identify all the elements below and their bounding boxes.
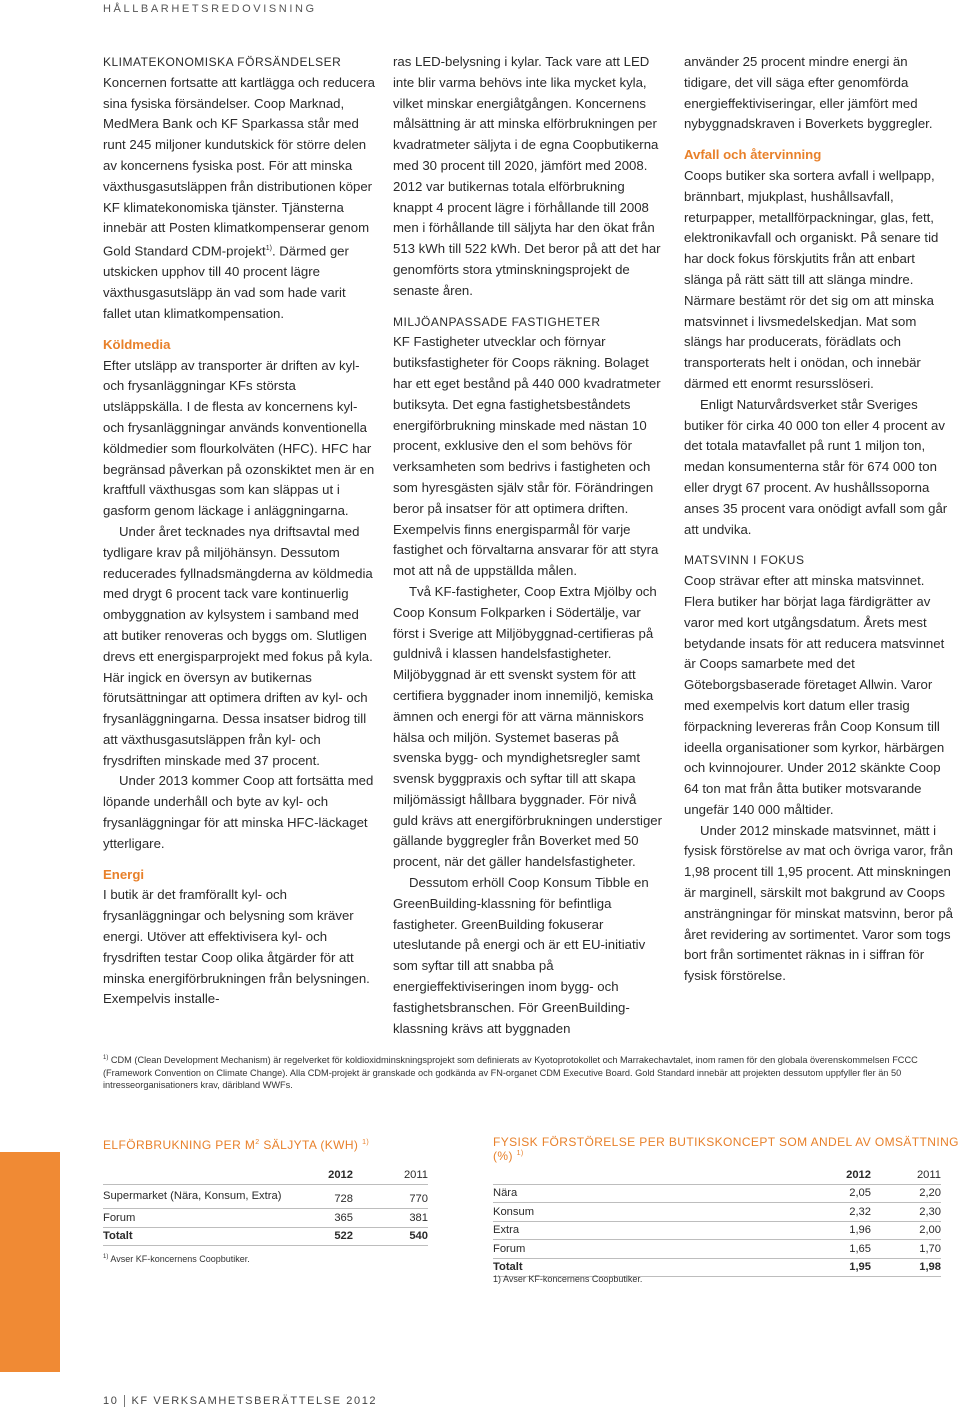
cell-2012: 2,32	[803, 1203, 871, 1222]
section-heading-klimatekonomiska: KLIMATEKONOMISKA FÖRSÄNDELSER	[103, 55, 342, 69]
paragraph: Två KF-fastigheter, Coop Extra Mjölby och Coop Konsum Folkparken i Södertälje, var först i Sverige att Miljöbyggnad-certifieras på guldnivå i klassen handelsfastigheter. Miljöbyggnad är ett svenskt system för att certifiera byggnader inom innemiljö, kemiska ämnen och energi för att värna människors hälsa och miljön. Systemet baseras på svenska bygg- och myndighetsregler samt svensk byggpraxis och syftar till att skapa miljömässigt hållbara byggnader. För nivå guld krävs att energiförbrukningen understiger gällande byggregler från Boverket med 50 procent, när det gäller handelsfastigheter.	[393, 583, 663, 870]
column-header-2011: 2011	[916, 1168, 941, 1181]
paragraph: ras LED-belysning i kylar. Tack vare att LED inte blir varma behövs inte lika mycket kyla, vilket minskar energiåtgången. Koncernens målsättning är att minska elförbrukningen per kvadratmeter säljyta i de egna Coopbutikerna med 30 procent till 2020, jämfört med 2008. 2012 var butikernas totala elförbrukning knappt 4 procent lägre i förhållande till 2008 men i förhållande till säljyta har den ökat från 513 kWh till 522 kWh. Det beror på att det har genomförts stora ytminskningsprojekt de senaste åren.	[393, 54, 661, 298]
paragraph: Dessutom erhöll Coop Konsum Tibble en GreenBuilding-klassning för befintliga fastigheter. GreenBuilding fokuserar uteslutande på energi och är ett EU-initiativ som syftar till att snabba på energieffektiviseringen inom bygg- och fastighetsbranschen. För GreenBuilding-klassning krävs att byggnaden	[393, 875, 649, 1036]
table-row	[103, 1184, 428, 1209]
cell-2012: 522	[288, 1227, 353, 1246]
section-heading-koldmedia: Köldmedia	[103, 336, 171, 352]
paragraph: Coops butiker ska sortera avfall i wellpapp, brännbart, mjukplast, hushållsavfall, returpapper, metallförpackningar, glas, fett, elektronikavfall och organiskt. På senare tid har dock fokus förskjutits från att enbart slänga på rätt sätt till att slänga mindre. Närmare bestämt rör det sig om att minska matsvinnet i livsmedelskedjan. Mat som slängs har producerats, förädlats och transporterats helt i onödan, och innebär därmed ett enormt resursslöseri.	[684, 167, 939, 391]
table2-title	[493, 1135, 960, 1163]
table2-note: 1) Avser KF-koncernens Coopbutiker.	[493, 1274, 643, 1284]
column-header-2011: 2011	[403, 1168, 428, 1181]
paragraph-text: Koncernen fortsatte att kartlägga och reducera sina fysiska försändelser. Coop Marknad, MedMera Bank och KF Sparkassa står med runt 245 miljoner kundutskick för större delen av koncernens fysiska post. För att minska växthusgasutsläppen från distributionen köper KF klimatekonomiska tjänster. Tjänsterna innebär att Posten klimatkompenserar genom Gold Standard CDM-projekt	[103, 74, 375, 259]
superscript: 2	[255, 1139, 260, 1146]
text-column-1	[103, 52, 375, 1010]
cell-2012: 1,96	[803, 1221, 871, 1240]
cell-2011: 2,30	[871, 1203, 941, 1222]
table-row	[493, 1184, 941, 1203]
paragraph: Under 2012 minskade matsvinnet, mätt i fysisk förstörelse av mat och övriga varor, från 1,98 procent till 1,95 procent. Att minskningen är marginell, särskilt mot bakgrund av Coops ansträngningar för minskat matsvinn, beror på året revidering av sortimentet. Varor som togs bort från sortimentet räknas in i siffran för fysisk förstörelse.	[684, 822, 954, 984]
footnote-marker: 1)	[103, 1254, 109, 1260]
paragraph: Efter utsläpp av transporter är driften av kyl- och frysanläggningar KFs största utsläppskälla. I de flesta av koncernens kyl- och frysanläggningar används konventionella köldmedier som flourkolväten (HFC). HFC har begränsad påverkan på ozonskiktet men är en kraftfull växthusgas som kan släppas ut i gasform genom läckage i anläggningarna.	[103, 357, 375, 519]
row-label: Forum	[493, 1240, 803, 1259]
table2-destruction	[493, 1166, 941, 1277]
row-label: Forum	[103, 1209, 288, 1228]
page-footnote	[103, 1052, 933, 1092]
page-number: 10	[103, 1395, 119, 1407]
row-label: Konsum	[493, 1203, 803, 1222]
cell-2012: 1,65	[803, 1240, 871, 1259]
footnote-text: CDM (Clean Development Mechanism) är regelverket för koldioxidminskningsprojekt som definierats av Kyotoprotokollet och Marrakechavtalet, inom ramen för den globala överenskommelsen FCCC (Framework Convention on Climate Change). Alla CDM-projekt är granskade och godkända av FN-organet CDM Executive Board. Gold Standard innebär att projekten dessutom uppfyller fler än 50 intresseorganisationers krav, däribland WWFs.	[103, 1055, 918, 1091]
cell-2011: 770	[353, 1184, 428, 1209]
section-heading-energi: Energi	[103, 866, 145, 882]
cell-2011: 540	[353, 1227, 428, 1246]
orange-accent-bar	[0, 1152, 60, 1372]
paragraph: I butik är det framförallt kyl- och frysanläggningar och belysning som kräver energi. Utöver att effektivisera kyl- och frysdriften testar Coop olika åtgärder för att minska energiförbrukningen från belysningen. Exempelvis installe-	[103, 887, 370, 1007]
cell-2011: 2,00	[871, 1221, 941, 1240]
table-row	[103, 1209, 428, 1228]
cell-2012: 2,05	[803, 1184, 871, 1203]
page-footer	[103, 1395, 377, 1407]
row-label: Nära	[493, 1184, 803, 1203]
cell-2012: 728	[288, 1184, 353, 1209]
cell-2012: 365	[288, 1209, 353, 1228]
paragraph: Under året tecknades nya driftsavtal med tydligare krav på miljöhänsyn. Dessutom reducerades fyllnadsmängderna av köldmedia med drygt 6 procent tack vare kontinuerlig ombyggnation av kylsystem i samband med att butiker renoveras och byggs om. Slutligen drevs ett energisparprojekt med fokus på kyla. Här ingick en översyn av butikernas förutsättningar att optimera driften av kyl- och frysanläggningarna. Dessa insatser bidrog till att växthusgasutsläppen från kyl- och frysdriften minskade med 37 procent.	[103, 523, 373, 768]
publication-title: KF VERKSAMHETSBERÄTTELSE 2012	[131, 1395, 378, 1407]
cell-2011: 381	[353, 1209, 428, 1228]
table1-note	[103, 1254, 250, 1264]
table1-electricity	[103, 1166, 428, 1246]
cell-2011: 1,70	[871, 1240, 941, 1259]
paragraph: använder 25 procent mindre energi än tidigare, det vill säga efter genomförda energieffektiviseringar, eller jämfört med nybyggnadskraven i Boverkets byggregler.	[684, 54, 933, 132]
footnote-ref: 1)	[265, 245, 272, 253]
table-header-row	[493, 1166, 941, 1184]
row-label: Totalt	[493, 1258, 803, 1277]
section-heading-matsvinn: MATSVINN I FOKUS	[684, 553, 805, 568]
footnote-marker: 1)	[103, 1055, 109, 1061]
footnote-ref: 1)	[362, 1139, 370, 1146]
table1-title	[103, 1138, 369, 1152]
row-label: Totalt	[103, 1227, 288, 1246]
row-label: Supermarket (Nära, Konsum, Extra)	[103, 1184, 288, 1209]
paragraph: KF Fastigheter utvecklar och förnyar butiksfastigheter för Coops räkning. Bolaget har ett eget bestånd på 440 000 kvadratmeter butiksyta. Det egna fastighetsbeståndets energiförbrukning minskade med nästan 10 procent, exklusive den el som behövs för verksamheten som bedrivs i fastigheten och som hyresgästen själv står för. Förändringen beror på insatser för att optimera driften. Exempelvis finns energisparmål för varje fastighet och förvaltarna ansvarar för att styra mot att nå de uppställda målen.	[393, 334, 661, 579]
column-header-2012: 2012	[846, 1168, 871, 1181]
column-header-2012: 2012	[328, 1168, 353, 1181]
text-column-2	[393, 52, 663, 1039]
section-heading-avfall: Avfall och återvinning	[684, 147, 822, 163]
table-header-row	[103, 1166, 428, 1184]
table-row	[493, 1221, 941, 1240]
paragraph: Coop strävar efter att minska matsvinnet. Flera butiker har börjat laga färdigrätter av varor med kort utgångsdatum. Årets mest betydande insats för att reducera matsvinnet är Coops samarbete med det Göteborgsbaserade företaget Allwin. Varor med exempelvis kort datum eller trasig förpackning levereras från Coop Konsum till ideella organisationer som kyrkor, härbärgen och kvinnojourer. Under 2012 skänkte Coop 64 ton mat från åtta butiker motsvarande ungefär 140 000 måltider.	[684, 573, 945, 817]
row-label: Extra	[493, 1221, 803, 1240]
section-heading-fastigheter: MILJÖANPASSADE FASTIGHETER	[393, 314, 601, 329]
cell-2011: 2,20	[871, 1184, 941, 1203]
table1-title-text: ELFÖRBRUKNING PER M	[103, 1138, 256, 1152]
table-row	[493, 1240, 941, 1259]
cell-2011: 1,98	[871, 1258, 941, 1277]
cell-2012: 1,95	[803, 1258, 871, 1277]
footnote-ref: 1)	[516, 1150, 524, 1157]
text-column-3	[684, 52, 956, 987]
table-row	[493, 1203, 941, 1222]
table1-title-text: SÄLJYTA (KWH)	[259, 1138, 359, 1152]
divider	[124, 1395, 125, 1407]
table1-note-text: Avser KF-koncernens Coopbutiker.	[110, 1254, 250, 1264]
paragraph: Under 2013 kommer Coop att fortsätta med löpande underhåll och byte av kyl- och frysanläggningar för att minska HFC-läckaget ytterligare.	[103, 773, 374, 851]
paragraph: Enligt Naturvårdsverket står Sveriges butiker för cirka 40 000 ton eller 4 procent av det totala matavfallet på runt 1 miljon ton, medan konsumenterna står för 674 000 ton eller drygt 67 procent. Av hushållssoporna anses 35 procent vara onödigt avfall som går att undvika.	[684, 396, 948, 537]
paragraph-text: . Därmed ger utskicken upphov till 40 procent lägre växthusgasutsläpp än vad som hade varit fallet utan klimatkompensation.	[103, 243, 349, 321]
running-header: HÅLLBARHETSREDOVISNING	[103, 3, 317, 15]
table-total-row	[103, 1227, 428, 1246]
table2-title-text: FYSISK FÖRSTÖRELSE PER BUTIKSKONCEPT SOM ANDEL AV OMSÄTTNING (%)	[493, 1135, 959, 1163]
paragraph	[103, 73, 375, 325]
